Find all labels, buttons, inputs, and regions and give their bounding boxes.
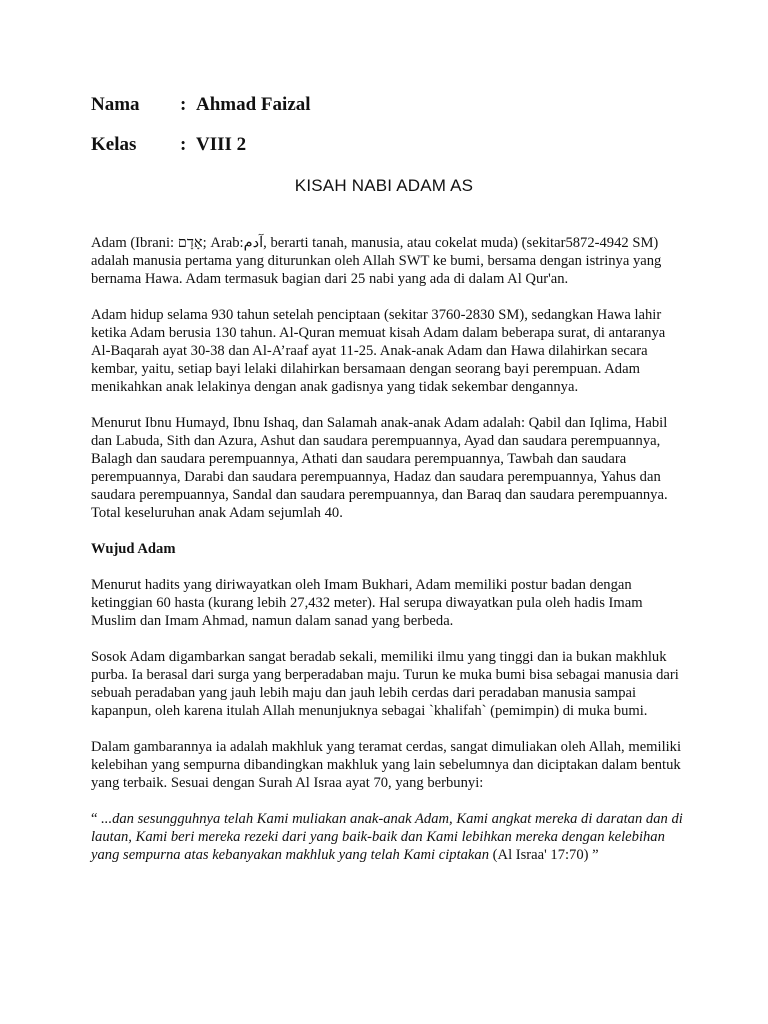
document-body bbox=[91, 234, 683, 882]
class-row bbox=[91, 134, 246, 156]
paragraph-children: Menurut Ibnu Humayd, Ibnu Ishaq, dan Salamah anak-anak Adam adalah: Qabil dan Iqlima, Habil dan Labuda, Sith dan Azura, Ashut dan saudara perempuannya, Ayad dan saudara perempuannya, Balagh dan saudara perempuannya, Athati dan saudara perempuannya, Tawbah dan saudara perempuannya, Darabi dan saudara perempuannya, Hadaz dan saudara perempuannya, Yahus dan saudara perempuannya, Sandal dan saudara perempuannya, dan Baraq dan saudara perempuannya. Total keseluruhan anak Adam sejumlah 40. bbox=[91, 415, 668, 521]
paragraph-lifespan: Adam hidup selama 930 tahun setelah penciptaan (sekitar 3760-2830 SM), sedangkan Hawa lahir ketika Adam berusia 130 tahun. Al-Quran memuat kisah Adam dalam beberapa surat, di antaranya Al-Baqarah ayat 30-38 dan Al-A’raaf ayat 11-25. Anak-anak Adam dan Hawa dilahirkan secara kembar, yaitu, setiap bayi lelaki dilahirkan bersamaan dengan seorang bayi perempuan. Adam menikahkan anak lelakinya dengan anak gadisnya yang tidak sekembar dengannya. bbox=[91, 307, 666, 395]
quote-open: “ bbox=[91, 811, 102, 827]
paragraph-intro: Adam (Ibrani: אָדָם; Arab:آدم, berarti tanah, manusia, atau cokelat muda) (sekitar5872-4942 SM) adalah manusia pertama yang diturunkan oleh Allah SWT ke bumi, bersama dengan istrinya yang bernama Hawa. Adam termasuk bagian dari 25 nabi yang ada di dalam Al Qur'an. bbox=[91, 235, 662, 287]
paragraph-civilization: Sosok Adam digambarkan sangat beradab sekali, memiliki ilmu yang tinggi dan ia bukan makhluk purba. Ia berasal dari surga yang berperadaban maju. Turun ke muka bumi bisa sebagai manusia dari sebuah peradaban yang jauh lebih maju dan jauh lebih cerdas dari peradaban manusia sampai kapanpun, oleh karena itulah Allah menunjuknya sebagai `khalifah` (pemimpin) di muka bumi. bbox=[91, 649, 679, 719]
class-colon: : bbox=[180, 134, 187, 155]
document-title: KISAH NABI ADAM AS bbox=[294, 176, 474, 195]
name-row bbox=[91, 94, 311, 116]
name-value: Ahmad Faizal bbox=[196, 94, 311, 115]
name-label: Nama bbox=[91, 94, 140, 115]
quote-text: ...dan sesungguhnya telah Kami muliakan anak-anak Adam, Kami angkat mereka di daratan dan di lautan, Kami beri mereka rezeki dari yang baik-baik dan Kami lebihkan mereka dengan kelebihan yang sempurna atas kebanyakan makhluk yang telah Kami ciptakan bbox=[91, 811, 683, 863]
class-value: VIII 2 bbox=[196, 134, 247, 155]
class-label: Kelas bbox=[91, 134, 137, 155]
name-colon: : bbox=[180, 94, 187, 115]
section-heading: Wujud Adam bbox=[91, 541, 176, 557]
paragraph-stature: Menurut hadits yang diriwayatkan oleh Imam Bukhari, Adam memiliki postur badan dengan ketinggian 60 hasta (kurang lebih 27,432 meter). Hal serupa diwayatkan pula oleh hadis Imam Muslim dan Imam Ahmad, namun dalam sanad yang berbeda. bbox=[91, 577, 643, 629]
quote-reference: (Al Israa' 17:70) ” bbox=[489, 847, 599, 863]
quran-quote bbox=[91, 810, 683, 864]
paragraph-intelligence: Dalam gambarannya ia adalah makhluk yang teramat cerdas, sangat dimuliakan oleh Allah, memiliki kelebihan yang sempurna dibandingkan makhluk yang lain sebelumnya dan diciptakan dalam bentuk yang terbaik. Sesuai dengan Surah Al Israa ayat 70, yang berbunyi: bbox=[91, 739, 682, 791]
